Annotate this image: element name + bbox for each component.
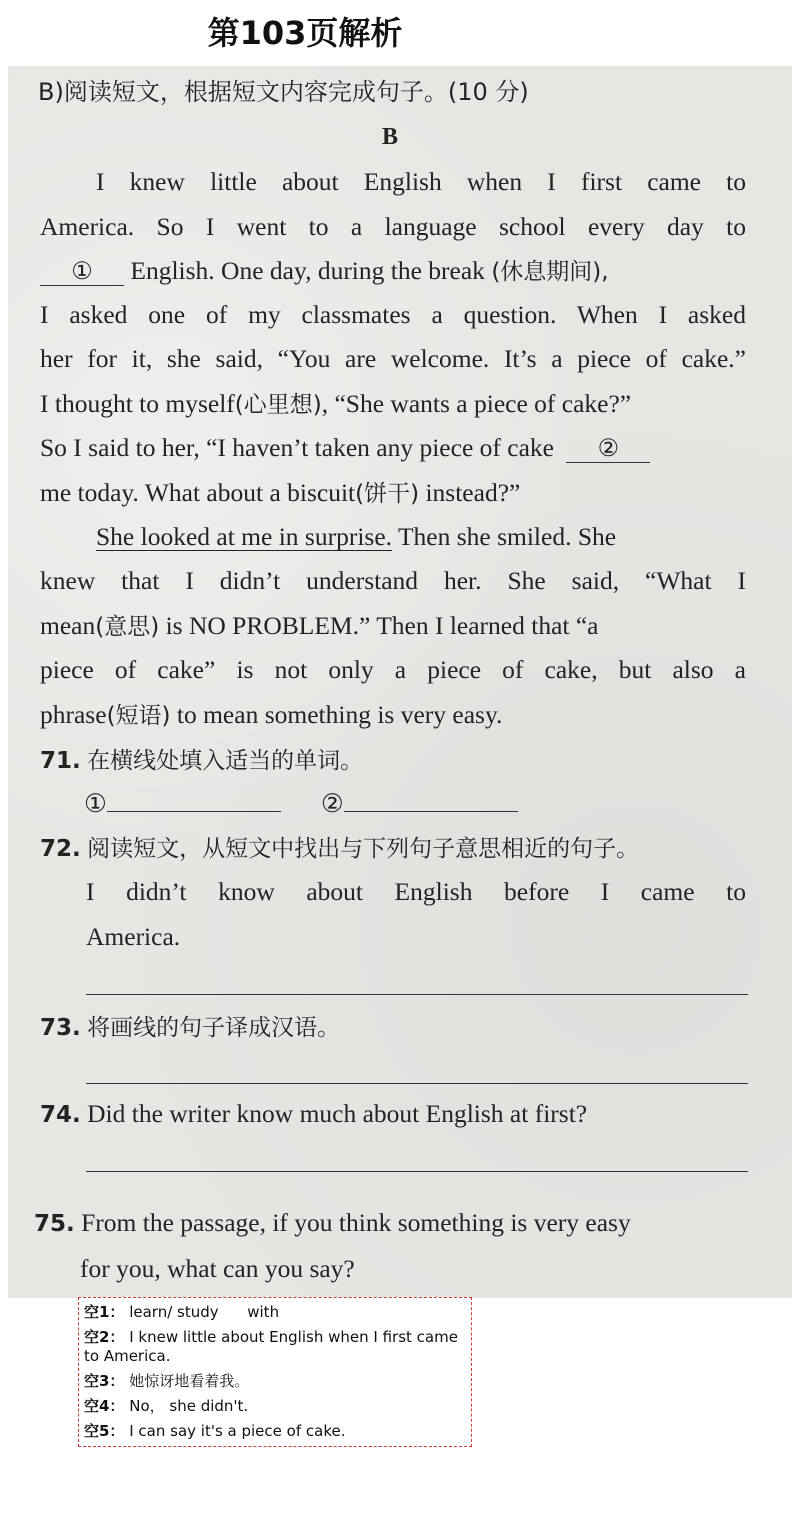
blank-1: ①	[40, 259, 124, 286]
passage-line-3	[40, 255, 609, 288]
passage-line-10: knew that I didn’t understand her. She said, “What I	[40, 566, 746, 595]
question-75-number: 75.	[34, 1211, 75, 1237]
question-72	[40, 832, 639, 865]
answer-value: No， she didn't.	[129, 1397, 249, 1415]
question-75	[34, 1207, 631, 1240]
answer-row-4	[84, 1397, 467, 1416]
question-71-number: 71.	[40, 748, 81, 774]
passage-line-6	[40, 388, 631, 421]
answer-value: I knew little about English when I first came to America.	[84, 1328, 458, 1365]
answer-key: 空4：	[84, 1397, 125, 1415]
answer-line-72	[86, 994, 748, 995]
question-72-line-2: America.	[86, 922, 181, 951]
question-74-text: Did the writer know much about English at first?	[87, 1099, 588, 1128]
passage-line-9-rest: Then she smiled. She	[392, 522, 617, 551]
passage-line-3-text: English. One day, during the break	[130, 256, 485, 285]
question-71-text: 在横线处填入适当的单词。	[87, 748, 364, 774]
q71-blank-1	[107, 811, 281, 812]
answer-box	[78, 1297, 472, 1447]
question-72-number: 72.	[40, 836, 81, 862]
answer-row-1	[84, 1303, 467, 1322]
passage-line-7	[40, 432, 650, 464]
question-75-line-1: From the passage, if you think something is very easy	[81, 1208, 631, 1237]
passage-line-11	[40, 610, 599, 643]
q71-blank-1-label: ①	[84, 789, 107, 818]
passage-line-13-a: phrase	[40, 700, 107, 729]
underlined-sentence: She looked at me in surprise.	[96, 522, 393, 551]
question-71	[40, 744, 363, 777]
question-73	[40, 1011, 340, 1044]
passage-line-8-a: me today. What about a biscuit	[40, 478, 356, 507]
question-72-text: 阅读短文，从短文中找出与下列句子意思相近的句子。	[87, 836, 640, 862]
passage-line-6-b: , “She wants a piece of cake?”	[321, 389, 632, 418]
answer-key: 空2：	[84, 1328, 125, 1346]
question-72-line-1: I didn’t know about English before I came to	[86, 877, 746, 906]
passage-line-9	[96, 521, 616, 553]
question-71-blanks	[84, 788, 518, 820]
answer-key: 空3：	[84, 1372, 125, 1390]
passage-line-7-text: So I said to her, “I haven’t taken any piece of cake	[40, 433, 554, 462]
q71-blank-2-label: ②	[320, 789, 344, 818]
answer-row-5	[84, 1422, 467, 1441]
passage-line-11-cjk: (意思)	[95, 614, 160, 640]
blank-2: ②	[566, 436, 650, 463]
passage-line-5: her for it, she said, “You are welcome. It’s a piece of cake.”	[40, 344, 746, 373]
q71-blank-2	[344, 811, 518, 812]
page-title: 第103页解析	[207, 14, 403, 52]
answer-line-74	[86, 1171, 748, 1172]
answer-row-3	[84, 1372, 467, 1391]
answer-value: I can say it's a piece of cake.	[129, 1422, 346, 1440]
passage-line-13	[40, 699, 502, 732]
passage-line-3-cjk: (休息期间),	[491, 259, 609, 285]
passage-line-6-cjk: (心里想)	[234, 392, 322, 418]
passage-line-6-a: I thought to myself	[40, 389, 235, 418]
passage-line-2: America. So I went to a language school every day to	[40, 212, 746, 241]
passage-line-8	[40, 477, 520, 510]
question-75-line-2: for you, what can you say?	[80, 1254, 355, 1283]
passage-line-8-b: instead?”	[419, 478, 521, 507]
passage-line-4: I asked one of my classmates a question. When I asked	[40, 300, 746, 329]
section-header: B)阅读短文，根据短文内容完成句子。(10 分)	[38, 78, 529, 106]
passage-line-1: I knew little about English when I first came to	[96, 167, 746, 196]
passage-line-12: piece of cake” is not only a piece of cake, but also a	[40, 655, 746, 684]
answer-key: 空1：	[84, 1303, 125, 1321]
passage-label: B	[382, 124, 399, 150]
answer-value: learn/ study with	[129, 1303, 280, 1321]
question-74-number: 74.	[40, 1102, 81, 1128]
passage-line-13-cjk: (短语)	[106, 703, 171, 729]
passage-line-11-a: mean	[40, 611, 96, 640]
answer-key: 空5：	[84, 1422, 125, 1440]
question-74	[40, 1098, 587, 1131]
passage-line-8-cjk: (饼干)	[355, 481, 420, 507]
answer-value: 她惊讶地看着我。	[129, 1372, 250, 1390]
answer-line-73	[86, 1083, 748, 1084]
question-73-text: 将画线的句子译成汉语。	[87, 1015, 341, 1041]
passage-line-13-b: to mean something is very easy.	[170, 700, 503, 729]
answer-row-2	[84, 1328, 467, 1366]
question-73-number: 73.	[40, 1015, 81, 1041]
passage-line-11-b: is NO PROBLEM.” Then I learned that “a	[159, 611, 599, 640]
